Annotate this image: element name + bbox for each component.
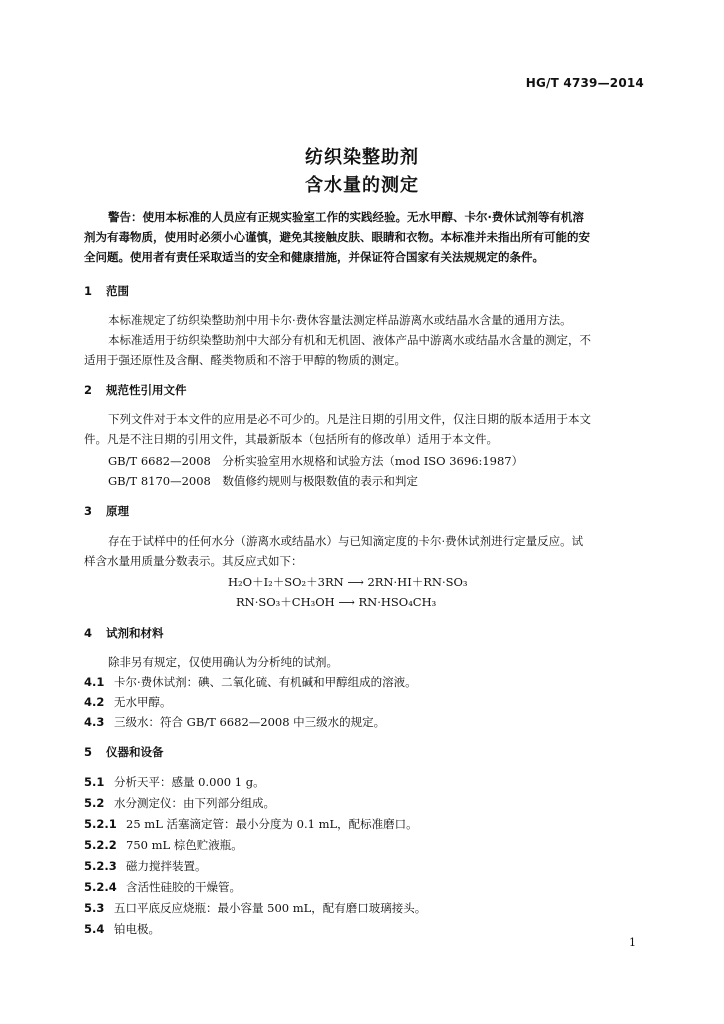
item-text: 无水甲醇。 [114, 695, 172, 709]
item-text: 卡尔·费休试剂：碘、二氧化硫、有机碱和甲醇组成的溶液。 [114, 675, 417, 689]
list-item [84, 715, 385, 729]
item-text: 25 mL 活塞滴定管：最小分度为 0.1 mL，配标准磨口。 [126, 817, 418, 831]
warning-line-3: 全问题。使用者有责任采取适当的安全和健康措施，并保证符合国家有关法规规定的条件。 [84, 250, 544, 264]
item-number: 5.2.1 [84, 817, 117, 831]
item-number: 4.2 [84, 695, 105, 709]
page-number: 1 [629, 936, 636, 949]
section-3-heading [84, 504, 129, 518]
list-item [84, 859, 207, 873]
paragraph: 件。凡是不注日期的引用文件，其最新版本（包括所有的修改单）适用于本文件。 [84, 432, 498, 446]
section-number: 5 [84, 745, 93, 759]
paragraph: 下列文件对于本文件的应用是必不可少的。凡是注日期的引用文件，仅注日期的版本适用于本文 [108, 412, 591, 426]
paragraph: 本标准适用于纺织染整助剂中大部分有机和无机固、液体产品中游离水或结晶水含量的测定，不 [108, 333, 591, 347]
list-item [84, 922, 160, 936]
list-item [84, 695, 172, 709]
list-item [84, 817, 418, 831]
section-2-heading [84, 383, 187, 397]
reaction-equation-2: RN·SO₃＋CH₃OH ⟶ RN·HSO₄CH₃ [236, 595, 437, 609]
reaction-equation-1: H₂O＋I₂＋SO₂＋3RN ⟶ 2RN·HI＋RN·SO₃ [228, 575, 468, 589]
item-number: 4.1 [84, 675, 105, 689]
item-number: 5.2 [84, 796, 105, 810]
item-number: 5.3 [84, 901, 105, 915]
warning-line-2: 剂为有毒物质，使用时必须小心谨慎，避免其接触皮肤、眼睛和衣物。本标准并未指出所有可能的安 [84, 230, 590, 244]
item-text: 铂电极。 [114, 922, 160, 936]
normative-reference: GB/T 6682—2008 分析实验室用水规格和试验方法（mod ISO 3696:1987） [108, 454, 524, 468]
paragraph: 适用于强还原性及含酮、醛类物质和不溶于甲醇的物质的测定。 [84, 353, 406, 367]
item-number: 4.3 [84, 715, 105, 729]
warning-line-1: 警告：使用本标准的人员应有正规实验室工作的实践经验。无水甲醇、卡尔·费休试剂等有机溶 [108, 210, 584, 224]
document-title-line2: 含水量的测定 [305, 175, 419, 196]
paragraph: 存在于试样中的任何水分（游离水或结晶水）与已知滴定度的卡尔·费休试剂进行定量反应。试 [108, 534, 584, 548]
list-item [84, 901, 426, 915]
item-text: 含活性硅胶的干燥管。 [126, 880, 241, 894]
item-text: 磁力搅拌装置。 [126, 859, 207, 873]
section-5-heading [84, 745, 164, 759]
section-title: 试剂和材料 [106, 626, 164, 640]
list-item [84, 880, 241, 894]
item-number: 5.2.2 [84, 838, 117, 852]
section-number: 2 [84, 383, 93, 397]
item-text: 三级水：符合 GB/T 6682—2008 中三级水的规定。 [114, 715, 386, 729]
item-text: 水分测定仪：由下列部分组成。 [114, 796, 275, 810]
section-title: 规范性引用文件 [106, 383, 187, 397]
paragraph: 样含水量用质量分数表示。其反应式如下： [84, 554, 303, 568]
item-number: 5.2.4 [84, 880, 117, 894]
item-text: 分析天平：感量 0.000 1 g。 [114, 775, 265, 789]
list-item [84, 796, 275, 810]
section-title: 原理 [106, 504, 129, 518]
section-number: 4 [84, 626, 93, 640]
paragraph: 除非另有规定，仅使用确认为分析纯的试剂。 [108, 655, 338, 669]
document-title-line1: 纺织染整助剂 [305, 147, 419, 168]
list-item [84, 838, 243, 852]
section-title: 仪器和设备 [106, 745, 164, 759]
normative-reference: GB/T 8170—2008 数值修约规则与极限数值的表示和判定 [108, 474, 418, 488]
item-number: 5.4 [84, 922, 105, 936]
item-number: 5.1 [84, 775, 105, 789]
list-item [84, 775, 265, 789]
item-number: 5.2.3 [84, 859, 117, 873]
list-item [84, 675, 417, 689]
item-text: 五口平底反应烧瓶：最小容量 500 mL，配有磨口玻璃接头。 [114, 901, 427, 915]
item-text: 750 mL 棕色贮液瓶。 [126, 838, 243, 852]
section-4-heading [84, 626, 164, 640]
section-number: 1 [84, 284, 93, 298]
section-title: 范围 [106, 284, 129, 298]
section-number: 3 [84, 504, 93, 518]
paragraph: 本标准规定了纺织染整助剂中用卡尔·费休容量法测定样品游离水或结晶水含量的通用方法。 [108, 313, 572, 327]
section-1-heading [84, 284, 129, 298]
standard-number: HG/T 4739—2014 [525, 76, 644, 90]
